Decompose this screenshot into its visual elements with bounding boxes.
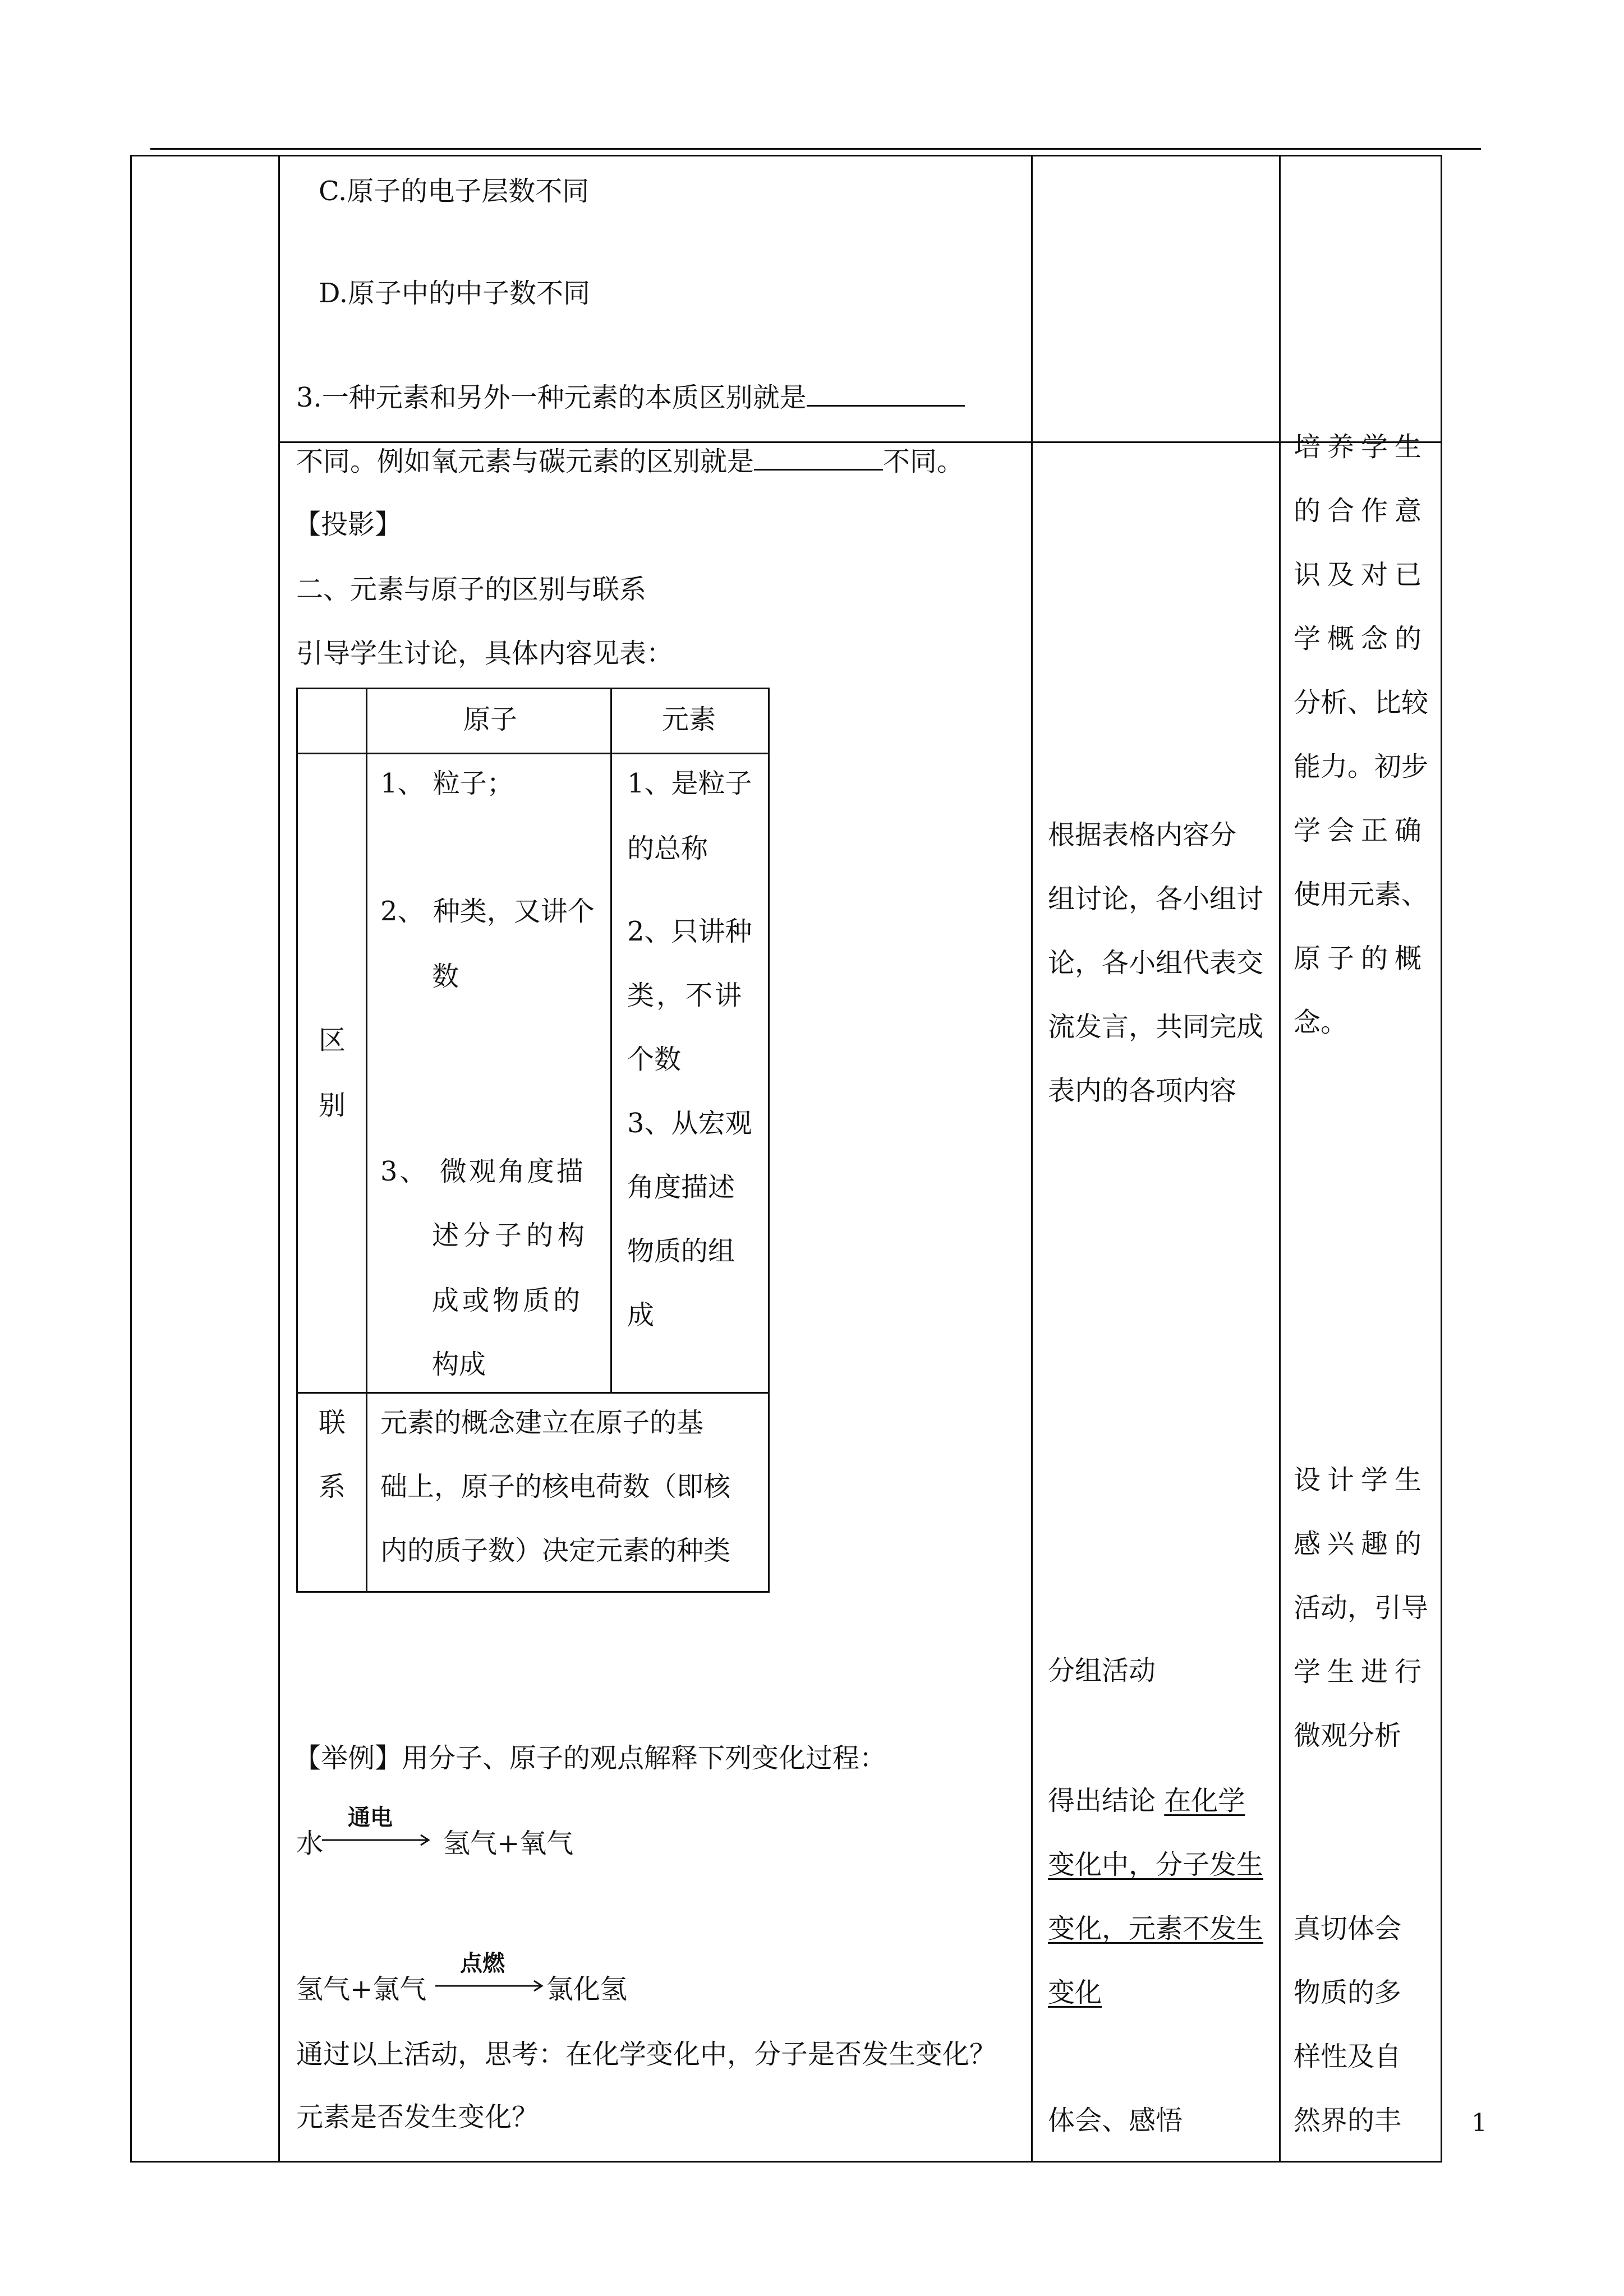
element-point-3c: 物质的组 <box>627 1235 735 1267</box>
intent-a-9: 原子的概 <box>1294 943 1429 974</box>
student-feel: 体会、感悟 <box>1048 2105 1183 2136</box>
equation-1-right: 氢气+氧气 <box>443 1828 574 1859</box>
section-title: 二、元素与原子的区别与联系 <box>296 574 647 605</box>
compare-table <box>296 688 770 1593</box>
link-text-2: 础上，原子的核电荷数（即核 <box>380 1471 731 1502</box>
table-col-divider-2 <box>1031 155 1033 2163</box>
table-top-border <box>130 155 1442 156</box>
intent-c-4: 然界的丰 <box>1294 2105 1402 2136</box>
element-point-3a: 3、从宏观 <box>627 1108 752 1139</box>
think-question-1: 通过以上活动，思考：在化学变化中，分子是否发生变化？ <box>296 2039 997 2070</box>
compare-row-line-2 <box>296 1392 770 1394</box>
atom-point-1: 1、 粒子； <box>380 768 514 799</box>
student-discuss-3: 论，各小组代表交 <box>1048 947 1264 979</box>
intent-a-3: 识及对已 <box>1294 559 1429 591</box>
intent-a-8: 使用元素、 <box>1294 879 1429 910</box>
student-discuss-1: 根据表格内容分 <box>1048 819 1237 851</box>
atom-point-3a: 3、 微观角度描 <box>380 1156 586 1187</box>
atom-point-3b: 述分子的构 <box>432 1220 590 1251</box>
reaction-arrow-2-icon <box>435 1977 548 1994</box>
student-conclusion-1 <box>1048 1785 1245 1817</box>
element-point-2b: 类，不讲 <box>627 980 744 1011</box>
intent-c-3: 样性及自 <box>1294 2041 1402 2072</box>
element-point-2c: 个数 <box>627 1044 682 1075</box>
atom-point-2b: 数 <box>432 961 459 992</box>
table-col-divider-1 <box>278 155 280 2163</box>
element-point-2a: 2、只讲种 <box>627 916 752 947</box>
element-point-3b: 角度描述 <box>627 1172 735 1203</box>
link-text-1: 元素的概念建立在原子的基 <box>380 1407 704 1439</box>
row-label-link-1: 联 <box>319 1407 346 1439</box>
intent-c-2: 物质的多 <box>1294 1977 1402 2008</box>
student-discuss-2: 组讨论，各小组讨 <box>1048 883 1264 915</box>
student-discuss-4: 流发言，共同完成 <box>1048 1011 1264 1043</box>
conclusion-underlined-1: 在化学 <box>1164 1785 1245 1816</box>
equation-2-condition: 点燃 <box>460 1951 505 1976</box>
atom-point-3d: 构成 <box>432 1349 486 1380</box>
intent-a-7: 学会正确 <box>1294 815 1429 846</box>
compare-row-line-1 <box>296 753 770 754</box>
example-label: 【举例】用分子、原子的观点解释下列变化过程： <box>294 1742 887 1774</box>
intent-b-1: 设计学生 <box>1294 1464 1429 1496</box>
atom-point-3c: 成或物质的 <box>432 1285 584 1316</box>
intent-c-1: 真切体会 <box>1294 1913 1402 1944</box>
guide-text: 引导学生讨论，具体内容见表： <box>296 638 674 669</box>
element-point-3d: 成 <box>627 1299 655 1331</box>
student-conclusion-2: 变化中，分子发生 <box>1048 1849 1264 1880</box>
intent-b-2: 感兴趣的 <box>1294 1528 1429 1560</box>
intent-b-3: 活动，引导 <box>1294 1592 1429 1624</box>
intent-a-1: 培养学生 <box>1294 431 1429 463</box>
element-point-1b: 的总称 <box>627 833 709 864</box>
answer-blank-1[interactable] <box>807 382 965 407</box>
table-right-border <box>1441 155 1442 2163</box>
header-rule <box>150 148 1481 150</box>
student-group-activity: 分组活动 <box>1048 1655 1156 1686</box>
page-number: 1 <box>1471 2109 1487 2137</box>
link-text-3: 内的质子数）决定元素的种类 <box>380 1535 731 1566</box>
equation-1-condition: 通电 <box>348 1805 393 1831</box>
reaction-arrow-1-icon <box>322 1832 434 1848</box>
question-3 <box>296 381 965 414</box>
intent-a-6: 能力。初步 <box>1294 751 1429 782</box>
element-point-1a: 1、是粒子 <box>627 768 752 799</box>
option-d: D.原子中的中子数不同 <box>319 278 591 309</box>
header-element: 元素 <box>662 704 716 735</box>
intent-a-5: 分析、比较 <box>1294 687 1429 718</box>
equation-2-left: 氢气+氯气 <box>296 1974 427 2005</box>
row-label-diff-1: 区 <box>319 1025 346 1056</box>
intent-a-2: 的合作意 <box>1294 495 1429 527</box>
table-col-divider-3 <box>1279 155 1281 2163</box>
intent-a-10: 念。 <box>1294 1007 1348 1038</box>
atom-point-2a: 2、 种类，又讲个 <box>380 896 595 927</box>
equation-2-right: 氯化氢 <box>546 1974 628 2005</box>
question-3-text: 3.一种元素和另外一种元素的本质区别就是 <box>296 382 807 413</box>
think-question-2: 元素是否发生变化？ <box>296 2101 539 2133</box>
student-conclusion-3: 变化，元素不发生 <box>1048 1913 1264 1944</box>
student-conclusion-4: 变化 <box>1048 1977 1102 2008</box>
compare-col-line-1 <box>366 688 367 1593</box>
question-3-line-2-b: 不同。 <box>883 446 964 477</box>
table-bottom-border <box>130 2161 1442 2163</box>
table-left-border <box>130 155 132 2163</box>
header-atom: 原子 <box>463 704 518 735</box>
equation-1-left: 水 <box>296 1828 324 1859</box>
compare-col-line-2 <box>610 688 612 1393</box>
answer-blank-2[interactable] <box>754 446 883 471</box>
conclusion-prefix: 得出结论 <box>1048 1785 1156 1816</box>
intent-a-4: 学概念的 <box>1294 623 1429 654</box>
question-3-line-2 <box>296 445 964 478</box>
row-label-link-2: 系 <box>319 1471 346 1502</box>
row-label-diff-2: 别 <box>319 1090 346 1121</box>
row-split-line <box>278 441 1442 443</box>
intent-b-5: 微观分析 <box>1294 1720 1402 1751</box>
intent-b-4: 学生进行 <box>1294 1656 1429 1688</box>
question-3-line-2-a: 不同。例如氧元素与碳元素的区别就是 <box>296 446 755 477</box>
projection-label: 【投影】 <box>294 509 402 540</box>
option-c: C.原子的电子层数不同 <box>319 176 590 207</box>
student-discuss-5: 表内的各项内容 <box>1048 1075 1237 1106</box>
